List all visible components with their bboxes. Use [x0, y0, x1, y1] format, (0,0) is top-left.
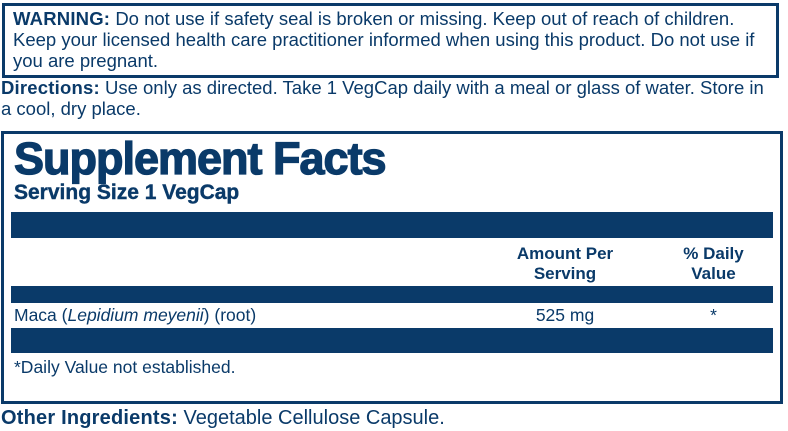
divider-bar-header — [11, 286, 773, 303]
column-header-dv-line1: % Daily — [683, 244, 744, 263]
daily-value-footnote: *Daily Value not established. — [14, 357, 236, 377]
supplement-facts-title: Supplement Facts — [14, 133, 386, 184]
warning-box — [2, 3, 779, 78]
ingredient-amount: 525 mg — [535, 305, 595, 325]
ingredient-name — [14, 305, 256, 325]
other-ingredients-paragraph — [1, 407, 779, 430]
other-ingredients-label: Other Ingredients: — [1, 407, 178, 429]
supplement-facts-panel — [1, 131, 783, 404]
ingredient-daily-value: * — [710, 305, 717, 325]
ingredient-name-prefix: Maca ( — [14, 305, 68, 325]
facts-column-headers — [11, 238, 773, 286]
column-header-daily-value — [641, 244, 786, 284]
directions-label: Directions: — [1, 77, 100, 98]
serving-size: Serving Size 1 VegCap — [14, 181, 240, 204]
column-header-amount — [489, 244, 641, 284]
divider-bar-top — [11, 212, 773, 238]
column-header-amount-line1: Amount Per — [516, 244, 614, 263]
warning-label: WARNING: — [13, 8, 111, 29]
directions-text: Use only as directed. Take 1 VegCap daily with a meal or glass of water. Store in a cool, dry place. — [1, 77, 764, 119]
column-header-dv-line2: Value — [691, 264, 736, 283]
directions-paragraph — [1, 77, 779, 119]
ingredient-name-suffix: ) (root) — [203, 305, 257, 325]
ingredient-row — [11, 303, 773, 328]
column-header-amount-line2: Serving — [533, 264, 597, 283]
other-ingredients-text: Vegetable Cellulose Capsule. — [183, 407, 445, 429]
divider-bar-bottom — [11, 328, 773, 353]
ingredient-name-latin: Lepidium meyenii — [67, 305, 204, 325]
warning-text: Do not use if safety seal is broken or missing. Keep out of reach of children. Keep your licensed health care practitioner informed when using this product. Do not use if you are pregnant. — [13, 8, 755, 71]
